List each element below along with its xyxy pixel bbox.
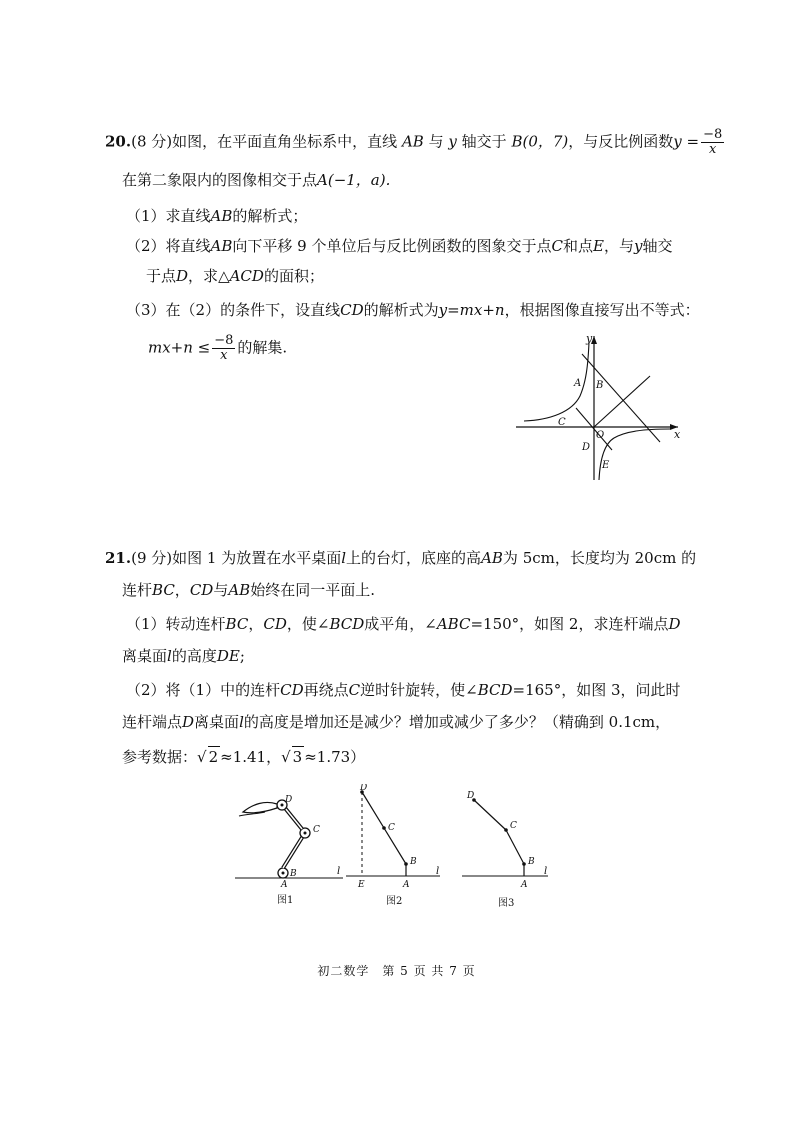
q20-func-y: y = [673,132,700,151]
q21-text: 为 5cm，长度均为 20cm 的 [502,549,697,567]
fig1-label-l: l [337,866,341,877]
graph-label-x: x [674,428,681,441]
q21-text: 离桌面 [122,647,168,665]
q21-text: ; [239,647,245,665]
q21-text: ≈1.41， [220,748,282,766]
q21-figure3 [458,788,558,916]
q21-figure2 [340,784,450,912]
q21-var: CD [263,615,287,633]
q20-var: C [551,237,563,255]
q21-text: 如图 1 为放置在水平桌面 [172,549,342,567]
q21-text: 连杆端点 [122,713,183,731]
q21-var: BC [152,581,175,599]
q20-var: y [633,237,643,255]
q20-part1 [126,206,307,226]
fig1-label-b: B [290,869,297,879]
fig3-label-a: A [521,880,528,890]
graph-label-b: B [596,380,604,391]
q20-text: 向下平移 9 个单位后与反比例函数的图象交于点 [232,237,552,255]
q20-var: AB [210,207,233,225]
page-footer: 初二数学 第 5 页 共 7 页 [317,964,476,978]
q20-text: （1）求直线 [126,207,211,225]
q20-graph [510,330,690,490]
q21-text: ， [248,615,264,633]
q21-var: l [239,713,244,731]
fig2-label-l: l [436,866,440,877]
q21-text: 与 [213,581,229,599]
fig1-arm-cd-inner [285,808,302,829]
q21-var: CD [189,581,214,599]
q20-text: 和点 [562,237,593,255]
q20-text: 如图，在平面直角坐标系中，直线 [172,132,398,151]
fig1-caption: 图1 [277,895,294,906]
fig3-arm-cd [474,800,506,830]
q20-var: CD [340,301,364,319]
q21-text: 离桌面 [194,713,240,731]
q21-text: 连杆 [122,581,153,599]
fig2-label-d: D [360,784,368,793]
q20-var: y [448,132,457,151]
q21-var: AB [481,549,503,567]
fraction-denominator: x [709,142,717,157]
fig1-label-d: D [285,795,293,805]
q21-var: AB [228,581,251,599]
q20-text: 轴交 [642,237,673,255]
q20-inequality: mx+n ≤ [148,338,211,357]
q20-text: 的解集. [237,338,288,357]
q20-triangle: △ACD [218,267,264,285]
sqrt-icon: √ [281,748,291,766]
q21-text: ， [174,581,190,599]
q21-text: 始终在同一平面上. [250,581,375,599]
fig2-label-b: B [410,857,417,867]
q21-score: (9 分) [131,549,173,567]
lamp-head-icon [243,802,277,812]
q21-text: =165°，如图 3，问此时 [512,681,681,699]
fig3-label-b: B [528,857,535,867]
q21-angle: ∠BCD [465,681,513,699]
q20-fraction-2 [212,334,235,363]
fig3-arm-bc [506,830,524,864]
q21-angle: ∠BCD [316,615,365,633]
q21-text: 成平角， [364,615,425,633]
graph-label-o: O [596,430,605,441]
q21-text: （1）转动连杆 [126,615,226,633]
fig2-point-b [404,862,408,866]
fig2-label-a: A [403,880,410,890]
fig3-caption: 图3 [498,898,515,909]
q21-var: CD [280,681,304,699]
q21-figure1 [225,790,355,910]
q20-part3-line2 [148,334,287,363]
fig1-label-c: C [313,825,320,835]
fig1-joint-d-dot [281,804,284,807]
graph-label-a: A [574,378,582,389]
graph-label-d: D [582,442,591,453]
q20-text: 与 [428,132,444,151]
q21-stem-line1 [105,548,696,568]
q20-var: AB [210,237,233,255]
fig3-label-d: D [467,791,475,801]
q20-text: ，与反比例函数 [568,132,674,151]
q20-text: 于点 [146,267,177,285]
q20-part3-line1 [126,300,700,320]
q21-var: l [341,549,347,567]
fraction-numerator: −8 [214,333,234,348]
q21-part1-line2 [122,646,245,666]
q20-part2-line2 [146,266,324,286]
graph-label-c: C [558,417,566,428]
q20-text: 轴交于 [461,132,507,151]
q21-part2-line2 [122,712,670,732]
q20-text: ，与 [603,237,634,255]
q20-text: 在第二象限内的图像相交于点 [122,171,318,189]
q21-text: =150°，如图 2，求连杆端点 [470,615,669,633]
q21-angle: ∠ABC [424,615,471,633]
q21-text: 参考数据： [122,748,198,766]
q20-var: AB [401,132,424,151]
q20-number: 20. [105,132,132,151]
fig1-arm-bc-inner [283,836,303,868]
q21-var: BC [225,615,249,633]
q21-text: ，使 [286,615,317,633]
q20-text: 的面积； [263,267,324,285]
fraction-numerator: −8 [703,127,723,142]
q20-text: 的解析式为 [363,301,439,319]
fig3-label-l: l [544,866,548,877]
fig3-point-c [504,828,508,832]
q20-text: ，求 [188,267,219,285]
fig2-point-c [382,826,386,830]
q21-stem-line2 [122,580,375,600]
q20-equation: y=mx+n [438,301,505,319]
q20-stem-line2 [122,170,390,190]
q20-text: （3）在（2）的条件下，设直线 [126,301,341,319]
fig1-joint-b-dot [282,872,285,875]
q20-point-a: A(−1，a). [317,171,391,189]
q21-text: 上的台灯，底座的高 [346,549,482,567]
fig3-label-c: C [510,821,517,831]
q21-text: 再绕点 [303,681,349,699]
q21-text: 逆时针旋转，使 [360,681,466,699]
q20-score: (8 分) [131,132,173,151]
fig1-label-a: A [281,880,288,890]
graph-label-y: y [586,332,593,345]
q20-part2-line1 [126,236,672,256]
q21-text: ≈1.73） [304,748,366,766]
q21-part1-line1 [126,614,681,634]
graph-label-e: E [602,460,610,471]
fig2-caption: 图2 [386,896,403,907]
q21-text: 的高度 [171,647,217,665]
q21-number: 21. [105,549,132,567]
fig2-label-c: C [388,823,395,833]
sqrt-icon: √ [197,748,207,766]
q21-var: C [348,681,361,699]
hyperbola-branch-q4 [599,429,670,480]
q21-radicand: 2 [208,748,219,766]
q20-point-b: B(0，7) [511,132,569,151]
q21-text: （2）将（1）中的连杆 [126,681,281,699]
q20-fraction [701,128,724,157]
q20-stem-line1 [105,128,726,157]
q21-var: DE [216,647,240,665]
q20-text: 的解析式； [232,207,308,225]
q21-var: D [668,615,681,633]
q21-var: l [167,647,172,665]
q21-part2-line1 [126,680,681,700]
q21-radicand: 3 [292,748,303,766]
fig3-point-b [522,862,526,866]
fig2-label-e: E [358,880,365,890]
fig1-joint-c-dot [304,832,307,835]
q21-text: 的高度是增加还是减少？增加或减少了多少？（精确到 0.1cm， [243,713,671,731]
q21-var: D [182,713,195,731]
fraction-denominator: x [220,348,228,363]
q20-text: （2）将直线 [126,237,211,255]
q20-var: E [593,237,604,255]
q20-text: ，根据图像直接写出不等式： [504,301,700,319]
q20-var: D [176,267,189,285]
q21-reference-data [122,746,365,767]
